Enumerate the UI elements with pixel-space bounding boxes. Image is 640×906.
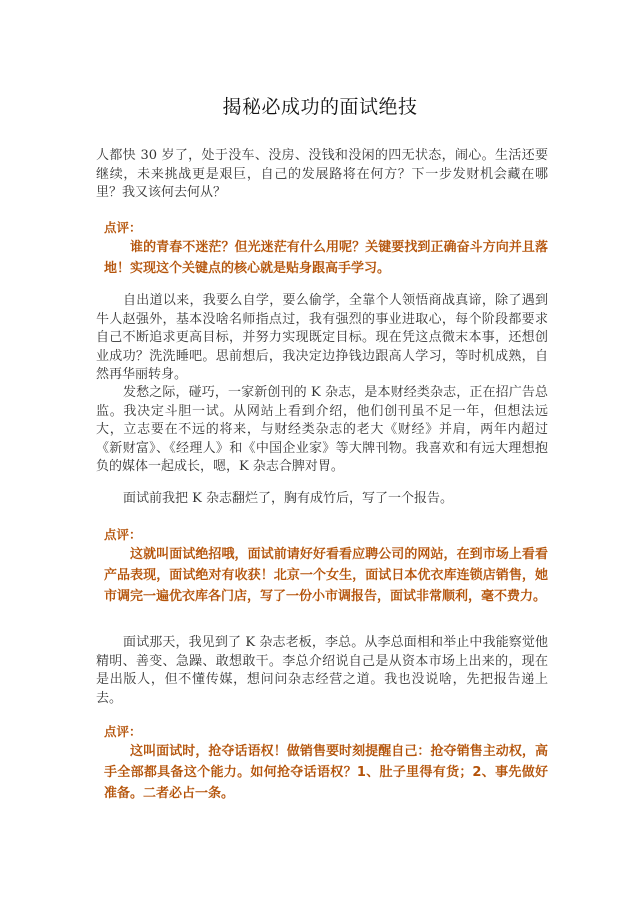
comment-text: 这就叫面试绝招哦，面试前请好好看看应聘公司的网站，在到市场上看看产品表现，面试绝对有收获！北京一个女生，面试日本优衣库连锁店销售，她市调完一遍优衣库各门店，写了一份小市调报告，面试非常顺利，毫不费力。 <box>104 547 548 604</box>
comment-label: 点评： <box>104 724 142 739</box>
comment-label: 点评： <box>104 220 142 235</box>
body-paragraph: 面试前我把 K 杂志翻烂了，胸有成竹后，写了一个报告。 <box>123 491 453 506</box>
comment-block-3 <box>104 723 548 804</box>
body-paragraph: 自出道以来，我要么自学，要么偷学，全靠个人领悟商战真谛，除了遇到牛人赵强外，基本没啥名师指点过，我有强烈的事业进取心，每个阶段都要求自己不断追求更高目标，并努力实现既定目标。现在凭这点微末本事，还想创业成功？洗洗睡吧。思前想后，我决定边挣钱边跟高人学习，等时机成熟，自然再华丽转身。 <box>96 293 548 382</box>
comment-text: 这叫面试时，抢夺话语权！做销售要时刻提醒自己：抢夺销售主动权，高手全部都具备这个能力。如何抢夺话语权？1、肚子里得有货；2、事先做好准备。二者必占一条。 <box>104 744 548 801</box>
comment-text: 谁的青春不迷茫？但光迷茫有什么用呢？关键要找到正确奋斗方向并且落地！实现这个关键点的核心就是贴身跟高手学习。 <box>104 240 548 276</box>
comment-block-1 <box>104 219 548 279</box>
comment-block-2 <box>104 526 548 607</box>
body-paragraph: 发愁之际，碰巧，一家新创刊的 K 杂志，是本财经类杂志，正在招广告总监。我决定斗胆一试。从网站上看到介绍，他们创刊虽不足一年，但想法远大，立志要在不远的将来，与财经类杂志的老大《财经》并肩，两年内超过《新财富》、《经理人》和《中国企业家》等大牌刊物。我喜欢和有远大理想抱负的媒体一起成长，嗯，K 杂志合脾对胃。 <box>96 385 548 474</box>
body-paragraph: 面试那天，我见到了 K 杂志老板，李总。从李总面相和举止中我能察觉他精明、善变、急躁、敢想敢干。李总介绍说自己是从资本市场上出来的，现在是出版人，但不懂传媒，想问问杂志经营之道。我也没说啥，先把报告递上去。 <box>96 635 548 706</box>
intro-paragraph: 人都快 30 岁了，处于没车、没房、没钱和没闲的四无状态，闹心。生活还要继续，未来挑战更是艰巨，自己的发展路将在何方？下一步发财机会藏在哪里？我又该何去何从？ <box>96 148 548 200</box>
document-title: 揭秘必成功的面试绝技 <box>222 96 418 118</box>
comment-label: 点评： <box>104 527 142 542</box>
